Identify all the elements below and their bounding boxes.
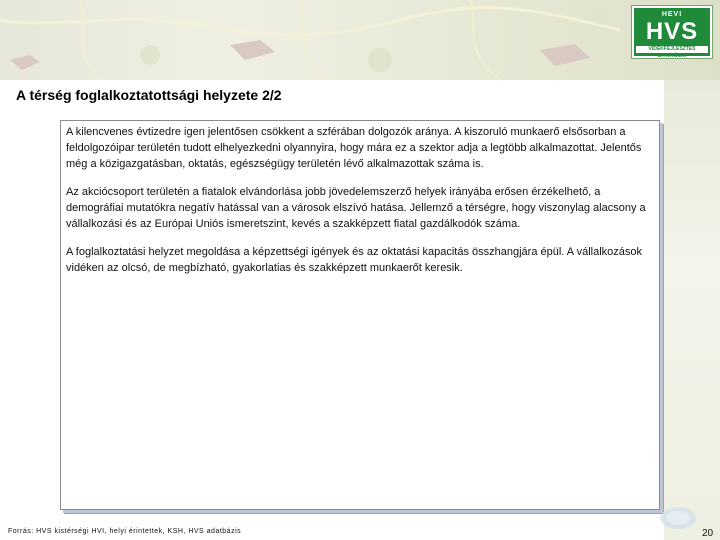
map-banner: [0, 0, 720, 80]
content-box: [60, 120, 660, 510]
source-note: Forrás: HVS kistérségi HVI, helyi érintettek, KSH, HVS adatbázis: [8, 528, 242, 535]
logo-main-text: HVS: [645, 18, 699, 45]
map-background-graphic: [0, 0, 720, 80]
right-map-strip: [664, 80, 720, 540]
slide-title: A térség foglalkoztatottsági helyzete 2/2: [16, 87, 282, 103]
paragraph-1: A kilencvenes évtizedre igen jelentősen csökkent a szférában dolgozók aránya. A kiszoruló munkaerő elsősorban a feldolgozóipar területén tudott elhelyezkedni olyannyira, hogy mára ez a szektor adja a legtöbb alkalmazottat. Jelentős még a közigazgatásban, oktatás, egészségügy területén lévő alkalmazottak száma is.: [66, 126, 642, 170]
page-number: 20: [702, 528, 714, 539]
paragraph-3: A foglalkoztatási helyzet megoldása a képzettségi igények és az oktatási kapacitás összhangjára épül. A vállalkozások vidéken az olcsó, de megbízható, gyakorlatias és szakképzett munkaerőt keresik.: [66, 246, 643, 274]
paragraph-2: Az akciócsoport területén a fiatalok elvándorlása jobb jövedelemszerző helyek irányába erősen érzékelhető, a demográfiai mutatókra negatív hatással van a városok elszívó hatása. Jellemző a térségre, hogy viszonylag alacsony a vállalkozási és az Európai Uniós ismeretszint, kevés a szakképzett fiatal gazdálkodók száma.: [66, 186, 646, 230]
logo-subtitle: VIDÉKFEJLESZTÉS STRATÉGIA: [636, 46, 708, 53]
hvs-logo: [632, 6, 712, 58]
logo-top-mark: HEVI: [661, 11, 683, 18]
footer-emblem-icon: [658, 502, 698, 532]
